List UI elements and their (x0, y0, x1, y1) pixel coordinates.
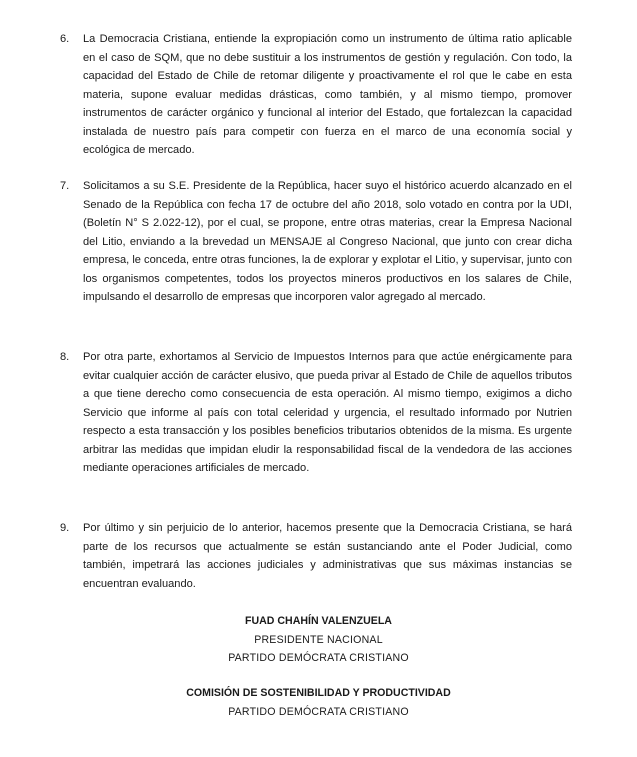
paragraph-item-6 (60, 30, 572, 160)
paragraph-text: La Democracia Cristiana, entiende la expropiación como un instrumento de última ratio aplicable en el caso de SQM, que no debe sustituir a los instrumentos de gestión y regulación. Con todo, la capacidad del Estado de Chile de retomar diligente y proactivamente el rol que le cabe en esta materia, supone evaluar medidas drásticas, como también, y al mismo tiempo, promover instrumentos de carácter orgánico y funcional al interior del Estado, que fortalezcan la capacidad instalada de nuestro país para competir con fuerza en el marco de una economía social y ecológica de mercado. (83, 33, 572, 156)
paragraph-number: 7. (60, 180, 70, 192)
commission-name: COMISIÓN DE SOSTENIBILIDAD Y PRODUCTIVIDAD (186, 687, 451, 699)
signatory-name: FUAD CHAHÍN VALENZUELA (245, 615, 392, 627)
commission-party: PARTIDO DEMÓCRATA CRISTIANO (228, 705, 409, 718)
signatory-party: PARTIDO DEMÓCRATA CRISTIANO (228, 652, 409, 664)
paragraph-text: Por otra parte, exhortamos al Servicio de Impuestos Internos para que actúe enérgicamente para evitar cualquier acción de carácter elusivo, que pueda privar al Estado de Chile de aquellos tributos a que tiene derecho como consecuencia de esta operación. Al mismo tiempo, exigimos a dicho Servicio que informe al país con total celeridad y urgencia, el resultado informado por Nutrien respecto a esta transacción y los posibles beneficios tributarios obtenidos de la misma. Es urgente arbitrar las medidas que impidan eludir la responsabilidad fiscal de la vendedora de las acciones mediante operaciones artificiales de mercado. (83, 351, 572, 474)
paragraph-item-7 (60, 177, 572, 307)
paragraph-number: 8. (60, 351, 70, 363)
paragraph-text: Solicitamos a su S.E. Presidente de la República, hacer suyo el histórico acuerdo alcanzado en el Senado de la República con fecha 17 de octubre del año 2018, solo votado en contra por la UDI, (Boletín N° S 2.022-12), por el cual, se propone, entre otras materias, crear la Empresa Nacional del Litio, enviando a la brevedad un MENSAJE al Congreso Nacional, que junto con crear dicha empresa, le conceda, entre otras funciones, la de explorar y explotar el Litio, y supervisar, junto con los organismos competentes, todos los proyectos mineros productivos en los salares de Chile, impulsando el desarrollo de empresas que incorporen valor agregado al mercado. (83, 180, 573, 303)
signature-block-commission (0, 684, 637, 721)
paragraph-item-9 (60, 519, 572, 593)
paragraph-text: Por último y sin perjuicio de lo anterior, hacemos presente que la Democracia Cristiana, se hará parte de los recursos que actualmente se están sustanciando ante el Poder Judicial, como también, impetrará las acciones judiciales y administrativas que sus máximas instancias se encuentran evaluando. (83, 522, 572, 590)
signatory-title: PRESIDENTE NACIONAL (254, 633, 383, 646)
paragraph-number: 6. (60, 33, 70, 45)
signature-block-president (0, 612, 637, 668)
paragraph-number: 9. (60, 522, 70, 534)
paragraph-item-8 (60, 348, 572, 478)
